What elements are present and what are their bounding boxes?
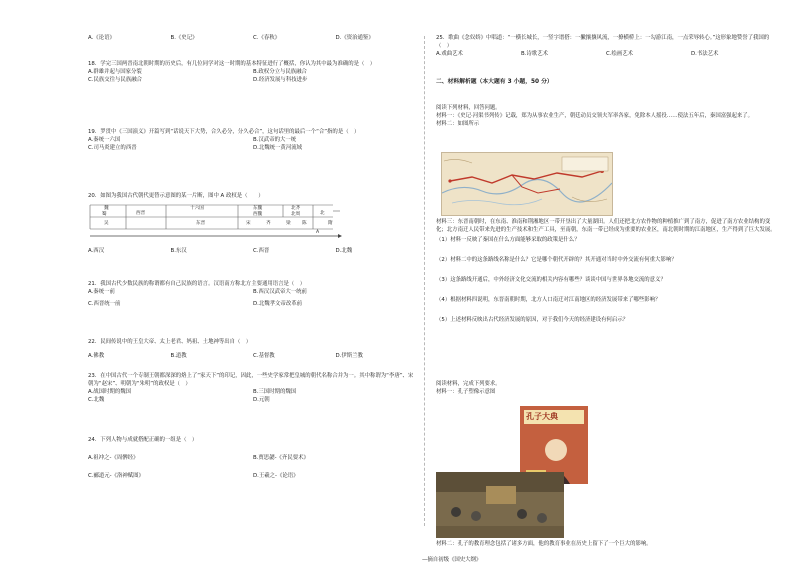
option-d: D.书法艺术	[691, 51, 719, 57]
option-c: C.北魏	[88, 397, 105, 403]
material-2: 材料二：如图所示	[436, 121, 480, 127]
option-c: C.基督教	[253, 353, 275, 359]
question-stem: 23．在中国古代一个专制王朝都深深的烙上了“家天下”的印记，因此，一些史学家常把皇城的朝代名称合并为一。其中称谓为“李唐”、宋朝为“赵宋”、明朝为“朱明”的政权是（ ）	[88, 373, 414, 387]
sub-question-4: （4）根据材料四说明，东晋南朝时期，北方人口南迁对江南地区的经济发展带来了哪些影响？	[436, 297, 661, 303]
question-stem: 20．如图为我国古代朝代更替示意图的某一片断，图中 A 政权是（ ）	[88, 193, 264, 199]
passage-2	[436, 380, 776, 396]
option-c: C.西晋	[253, 248, 270, 254]
material-3: 材料三：东晋南朝时，在东南、淮南和荆湘地区一带开垦出了大量湖田。人们还把北方农作物的种植推广到了南方，促进了南方农业结构的变化；北方南迁人民带来先进的生产技术和生产工具，至南朝，东南一带已经成为重要的农业区，南北朝时期的江南地区，生产得到了巨大发展。	[436, 219, 776, 233]
option-a: A.秦统一六国	[88, 137, 121, 143]
passage-2-material-2	[436, 540, 776, 548]
question-18	[88, 60, 418, 84]
option-b: B.汉武帝的大一统	[253, 137, 297, 143]
option-c: C.民族交往与民族融合	[88, 77, 142, 83]
option-d: D.王羲之-《论语》	[253, 473, 299, 479]
question-20	[88, 192, 418, 255]
passage-1-questions	[436, 218, 776, 324]
material-2: 材料二：孔子的教育理念包括了诸多方面，他的教育事业在历史上留下了一个巨大的影响。	[436, 541, 652, 547]
timeline-label: 吴	[104, 221, 109, 226]
material-1: 材料一：孔子塑像示意图	[436, 389, 496, 395]
option-a: A.秦统一前	[88, 289, 115, 295]
timeline-label: 西晋	[136, 211, 146, 216]
q17-options	[88, 34, 418, 42]
dynasty-timeline	[88, 203, 343, 241]
timeline-label: 西魏	[253, 212, 263, 217]
timeline-label: 蜀	[102, 212, 107, 217]
question-stem: 19．罗贯中《三国演义》开篇写到“话说天下大势，合久必分，分久必合”，这句话里的最后一个“合”指的是（ ）	[88, 129, 360, 135]
source-citation: —摘自初级《国史大纲》	[422, 557, 482, 563]
question-stem: 22．民间传说中的王皇大帝、太上老君、妈祖、土地神等出自（ ）	[88, 339, 252, 345]
option-a: A.战国时期的魏国	[88, 389, 132, 395]
question-23	[88, 372, 418, 404]
passage-1	[436, 104, 776, 128]
sub-question-1: （1）材料一反映了秦国在什么方面能够采取的政策是什么？	[436, 237, 580, 243]
option-c: C.西晋统一前	[88, 301, 121, 307]
map-drawing	[442, 153, 612, 215]
question-21	[88, 280, 418, 308]
timeline-label: 隋	[328, 221, 333, 226]
question-22	[88, 338, 418, 360]
option-a: A.佛教	[88, 353, 105, 359]
option-d: D.北魏	[335, 248, 353, 254]
option-d: D.《资治通鉴》	[335, 35, 374, 41]
passage-2-source	[422, 556, 762, 564]
option-c: C.郦道元-《洛神赋图》	[88, 473, 144, 479]
timeline-label: 齐	[266, 221, 271, 226]
timeline-label: 北	[320, 211, 325, 216]
option-d: D.北魏统一黄河流域	[253, 145, 302, 151]
option-d: D.北魏孝文帝改革前	[253, 301, 302, 307]
option-b: B.三国时期的魏国	[253, 389, 297, 395]
question-24	[88, 436, 418, 480]
material-1: 材料一：《史记·河渠书列传》记载，郑为从事农业生产，朝廷动员交领夫军率各家，免除本人摇役……使法五年后，秦国富强起来了。	[436, 113, 754, 119]
passage-intro: 阅读下列材料，回答问题。	[436, 105, 501, 111]
option-a: A.西汉	[88, 248, 105, 254]
option-d: D.元朝	[253, 397, 270, 403]
passage-intro: 阅读材料，完成下列要求。	[436, 381, 501, 387]
question-stem: 21．我国古代少数民族的称谓都有自己民族的语言。汉语南方称北方主要通用语言是（ ）	[88, 281, 306, 287]
option-c: C.《春秋》	[253, 35, 281, 41]
option-b: B.《史记》	[170, 35, 198, 41]
sub-question-3: （3）这条路线开通后，中外经济文化交流的相关内容有哪些？谈谈中国与世界各地交流的意义？	[436, 277, 666, 283]
option-b: B.东汉	[170, 248, 187, 254]
timeline-label: 魏	[104, 206, 109, 211]
question-stem: 18．学完三国两晋南北朝时期的历史后，有几位同学对这一时期的基本特征进行了概括，你认为其中最为准确的是（ ）	[88, 61, 376, 67]
classroom-painting	[436, 472, 564, 538]
option-a: A.祖冲之-《周髀经》	[88, 455, 139, 461]
timeline-label: 东晋	[196, 221, 206, 226]
column-divider	[424, 36, 425, 526]
option-d: D.经济发展与科技进步	[253, 77, 308, 83]
option-d: D.伊斯兰教	[335, 353, 363, 359]
question-stem: 24．下列人物与成就搭配正确的一组是（ ）	[88, 437, 198, 443]
timeline-label: 北齐	[291, 206, 301, 211]
option-b: B.贾思勰-《齐民要术》	[253, 455, 309, 461]
silk-road-map	[441, 152, 613, 216]
option-c: C.绘画艺术	[606, 51, 634, 57]
poster-title: 孔子大典	[526, 411, 558, 421]
option-b: B.政权分立与民族融合	[253, 69, 307, 75]
question-25	[436, 34, 776, 58]
timeline-label-a: A	[316, 230, 320, 235]
sub-question-5: （5）上述材料反映出古代经济发展的原因，对于我们今天的经济建设有何启示？	[436, 317, 629, 323]
sub-question-2: （2）材料二中的这条路线名称是什么？它是哪个朝代开辟的？其开通对当时中外交流有何重大影响？	[436, 257, 677, 263]
option-a: A.戏曲艺术	[436, 51, 463, 57]
timeline-label: 北周	[291, 212, 301, 217]
timeline-label: 陈	[302, 221, 307, 226]
option-c: C.司马炎建立的西晋	[88, 145, 137, 151]
option-a: A.群雄并起与国家分裂	[88, 69, 142, 75]
option-b: B.诗歌艺术	[521, 51, 548, 57]
timeline-label: 十六国	[190, 206, 204, 211]
painting-art	[436, 472, 564, 538]
timeline-label: 梁	[286, 221, 291, 226]
option-b: B.西汉汉武帝大一统前	[253, 289, 307, 295]
option-a: A.《论语》	[88, 35, 115, 41]
timeline-label: 东魏	[253, 206, 263, 211]
question-19	[88, 128, 418, 152]
section-title: 二、材料解析题（本大题有 3 小题，50 分）	[436, 79, 553, 85]
timeline-label: 宋	[246, 221, 251, 226]
question-stem: 25．歌曲《念奴娇》中唱道：“一横长城长，一竖字谱搭：一撇攘攘风流，一撩横桥上：一勾游江南，一点荣辱转心。”这形象地赞誉了我国的（ ）	[436, 35, 770, 49]
option-b: B.道教	[170, 353, 187, 359]
